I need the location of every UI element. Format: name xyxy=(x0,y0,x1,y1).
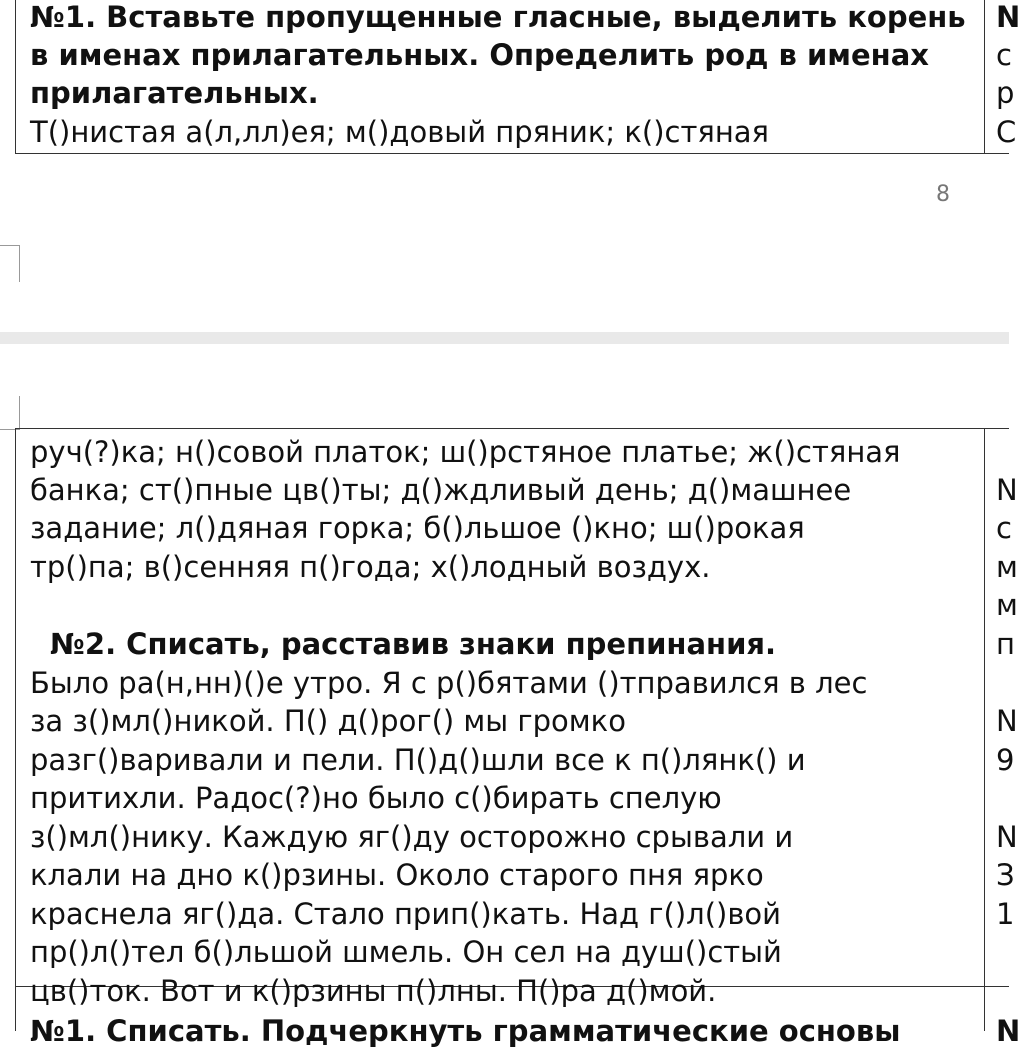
task2-line-6: клали на дно к()рзины. Около старого пня ярко xyxy=(30,858,764,892)
task1-heading-line-1: №1. Вставьте пропущенные гласные, выделить корень xyxy=(30,0,966,34)
task2-line-9: цв()ток. Вот и к()рзины п()лны. П()ра д()мой. xyxy=(30,974,717,1008)
page-separator xyxy=(0,332,1009,344)
right-column-char: 1 xyxy=(996,897,1015,931)
task2-line-3: разг()варивали и пели. П()д()шли все к п()лянк() и xyxy=(30,743,806,777)
page-number: 8 xyxy=(936,182,950,207)
table-border-left xyxy=(15,0,16,154)
right-column-char: N xyxy=(996,0,1020,34)
table-border-top xyxy=(15,428,1009,429)
table-border-middle xyxy=(984,428,985,1031)
continuation-line-2: банка; ст()пные цв()ты; д()ждливый день; д()машнее xyxy=(30,473,852,507)
page-corner-mark-top xyxy=(0,396,20,430)
continuation-line-3: задание; л()дяная горка; б()льшое ()кно; ш()рокая xyxy=(30,511,805,545)
task2-line-8: пр()л()тел б()льшой шмель. Он сел на душ()стый xyxy=(30,935,782,969)
task1-exercise-line: Т()нистая а(л,лл)ея; м()довый пряник; к()стяная xyxy=(30,115,770,149)
task1-heading-line-2: в именах прилагательных. Определить род в именах xyxy=(30,38,929,72)
right-column-char: N xyxy=(996,473,1018,507)
right-column-char: м xyxy=(996,550,1018,584)
task2-heading: №2. Списать, расставив знаки препинания. xyxy=(50,627,777,661)
task2-line-4: притихли. Радос(?)но было с()бирать спелую xyxy=(30,781,722,815)
continuation-line-1: руч(?)ка; н()совой платок; ш()рстяное платье; ж()стяная xyxy=(30,435,901,469)
right-column-char: N xyxy=(996,820,1018,854)
task1-heading-line-3: прилагательных. xyxy=(30,76,319,110)
right-column-char: м xyxy=(996,588,1018,622)
next-task-heading-partial: №1. Списать. Подчеркнуть грамматические основы xyxy=(30,1014,901,1048)
page-corner-mark-bottom xyxy=(0,245,20,282)
task2-line-2: за з()мл()никой. П() д()рог() мы громко xyxy=(30,704,626,738)
document-page-top xyxy=(0,0,1020,332)
table-border-middle xyxy=(984,0,985,154)
table-border-left xyxy=(15,428,16,1031)
task2-line-7: краснела яг()да. Стало прип()кать. Над г()л()вой xyxy=(30,897,782,931)
right-column-char: N xyxy=(996,1014,1020,1048)
continuation-line-4: тр()па; в()сенняя п()года; х()лодный воздух. xyxy=(30,550,711,584)
right-column-char: N xyxy=(996,704,1018,738)
task2-line-5: з()мл()нику. Каждую яг()ду осторожно срывали и xyxy=(30,820,794,854)
table-border-bottom xyxy=(15,153,1009,154)
right-column-char: с xyxy=(996,511,1012,545)
right-column-char: р xyxy=(996,76,1015,110)
right-column-char: п xyxy=(996,627,1015,661)
right-column-char: с xyxy=(996,38,1012,72)
right-column-char: З xyxy=(996,858,1015,892)
right-column-char: 9 xyxy=(996,743,1015,777)
task2-line-1: Было ра(н,нн)()е утро. Я с р()бятами ()тправился в лес xyxy=(30,666,868,700)
right-column-char: С xyxy=(996,115,1017,149)
